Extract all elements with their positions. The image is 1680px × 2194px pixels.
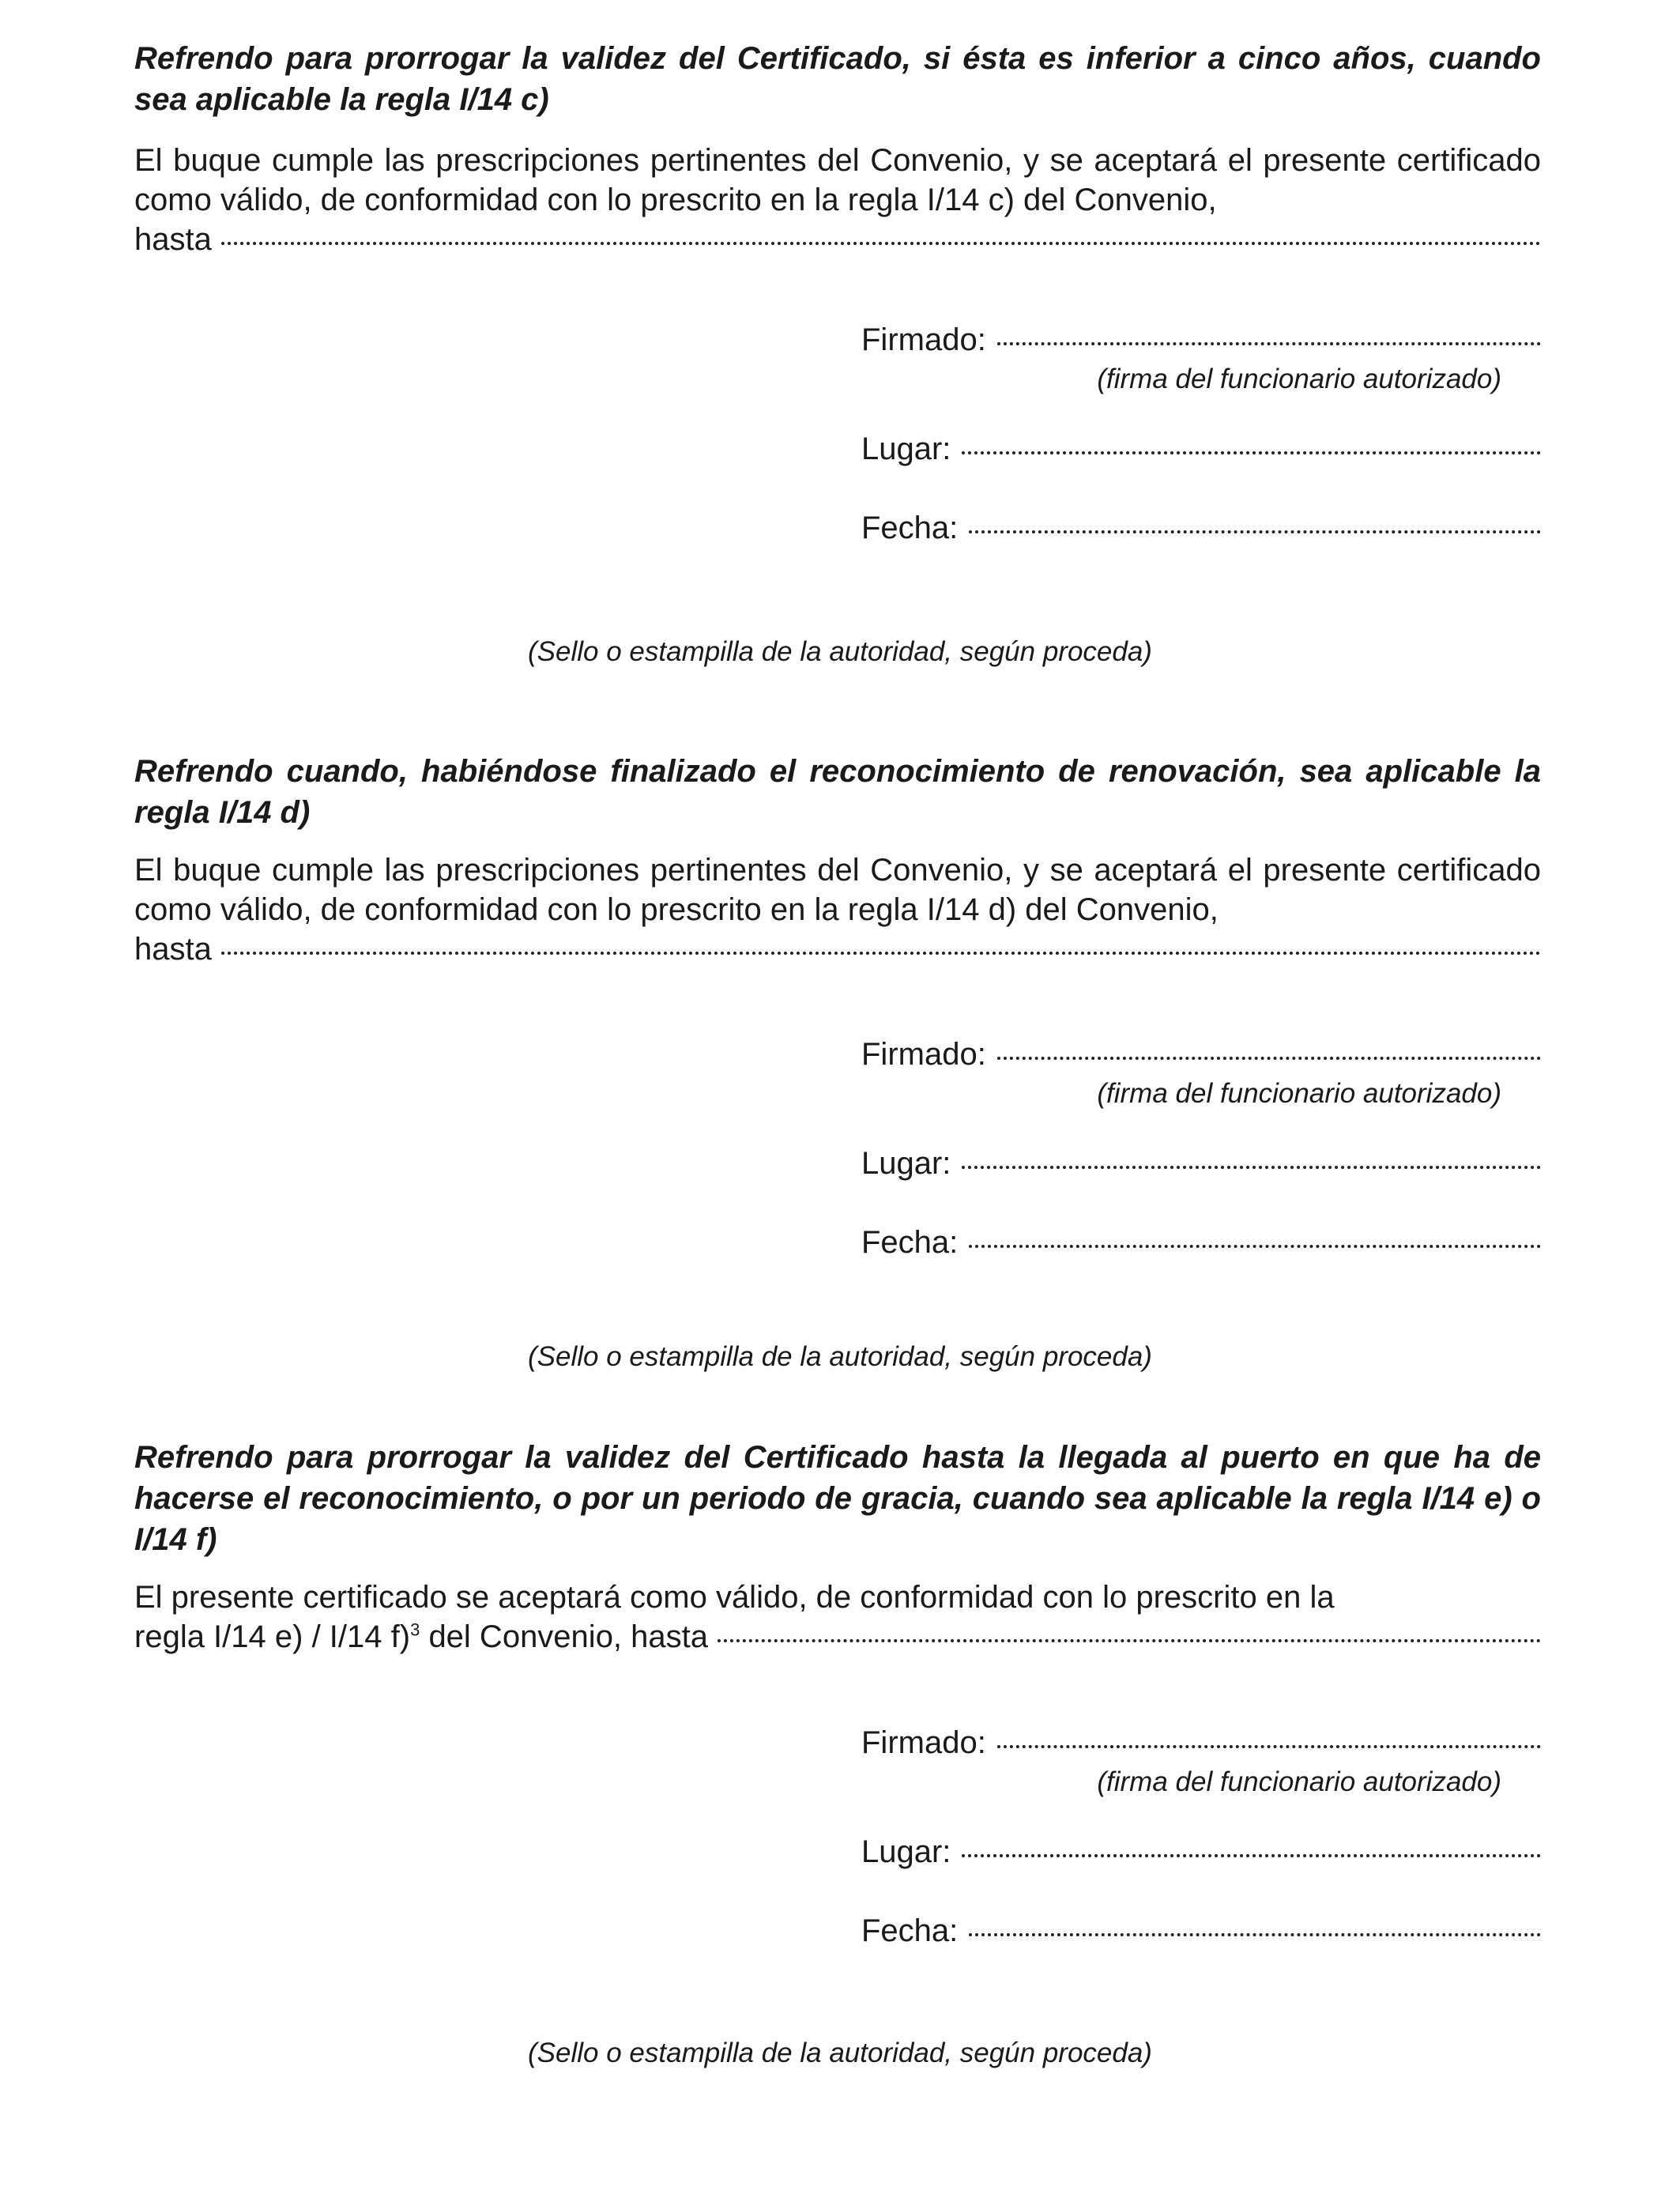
place-label: Lugar: — [861, 1834, 951, 1869]
signature-note: (firma del funcionario autorizado) — [1097, 1078, 1501, 1109]
endorsement-section-3 — [134, 1437, 1541, 1657]
signature-note: (firma del funcionario autorizado) — [1097, 364, 1501, 394]
footnote-ref: 3 — [410, 1619, 420, 1640]
signature-block-3 — [861, 1725, 1541, 1953]
section-heading: Refrendo para prorrogar la validez del Certificado, si ésta es inferior a cinco años, cuando sea aplicable la regla I/14 c) — [134, 41, 1541, 117]
place-row — [861, 1146, 1541, 1186]
date-fill-line[interactable] — [969, 1245, 1541, 1248]
date-label: Fecha: — [861, 1225, 959, 1260]
signed-fill-line[interactable] — [997, 1057, 1541, 1060]
place-row — [861, 1834, 1541, 1874]
section-body — [134, 850, 1541, 929]
until-label: hasta — [134, 932, 212, 967]
section-body-text: El buque cumple las prescripciones pertinentes del Convenio, y se aceptará el presente certificado como válido, de conformidad con lo prescrito en la regla I/14 d) del Convenio, — [134, 853, 1541, 927]
date-label: Fecha: — [861, 511, 959, 545]
seal-note-1: (Sello o estampilla de la autoridad, según proceda) — [528, 636, 1152, 667]
place-fill-line[interactable] — [962, 1166, 1541, 1169]
seal-note-3: (Sello o estampilla de la autoridad, según proceda) — [528, 2038, 1152, 2068]
signature-block-1 — [861, 322, 1541, 550]
until-label: hasta — [134, 222, 212, 257]
date-fill-line[interactable] — [969, 1933, 1541, 1936]
signature-block-2 — [861, 1037, 1541, 1265]
date-fill-line[interactable] — [969, 530, 1541, 533]
seal-note-2: (Sello o estampilla de la autoridad, según proceda) — [528, 1341, 1152, 1372]
place-row — [861, 432, 1541, 471]
signed-row — [861, 1037, 1541, 1076]
until-fill-line[interactable] — [221, 242, 1541, 245]
section-heading: Refrendo cuando, habiéndose finalizado el reconocimiento de renovación, sea aplicable la regla I/14 d) — [134, 754, 1541, 830]
until-line — [134, 220, 1541, 259]
place-label: Lugar: — [861, 1146, 951, 1181]
section-body — [134, 1578, 1541, 1617]
date-row — [861, 1913, 1541, 1953]
rule-reference: regla I/14 e) / I/14 f) — [134, 1619, 411, 1654]
section-body-text: El buque cumple las prescripciones pertinentes del Convenio, y se aceptará el presente certificado como válido, de conformidad con lo prescrito en la regla I/14 c) del Convenio, — [134, 143, 1541, 217]
until-line — [134, 929, 1541, 969]
section-heading: Refrendo para prorrogar la validez del Certificado hasta la llegada al puerto en que ha de hacerse el reconocimiento, o por un periodo de gracia, cuando sea aplicable la regla I/14 e) o I/14 f) — [134, 1440, 1541, 1557]
until-text: del Convenio, hasta — [428, 1619, 709, 1654]
endorsement-section-2 — [134, 751, 1541, 969]
endorsement-section-1 — [134, 38, 1541, 259]
signed-label: Firmado: — [861, 322, 986, 357]
place-fill-line[interactable] — [962, 451, 1541, 454]
until-line — [134, 1617, 1541, 1657]
signed-fill-line[interactable] — [997, 1745, 1541, 1748]
place-label: Lugar: — [861, 432, 951, 466]
section-body — [134, 141, 1541, 220]
section-body-text: El presente certificado se aceptará como válido, de conformidad con lo prescrito en la — [134, 1580, 1335, 1615]
signed-label: Firmado: — [861, 1037, 986, 1072]
date-row — [861, 511, 1541, 550]
date-row — [861, 1225, 1541, 1265]
until-fill-line[interactable] — [718, 1639, 1541, 1642]
place-fill-line[interactable] — [962, 1854, 1541, 1857]
signature-note: (firma del funcionario autorizado) — [1097, 1766, 1501, 1797]
date-label: Fecha: — [861, 1913, 959, 1948]
signed-row — [861, 1725, 1541, 1765]
until-fill-line[interactable] — [221, 952, 1541, 955]
signed-row — [861, 322, 1541, 362]
signed-label: Firmado: — [861, 1725, 986, 1760]
signed-fill-line[interactable] — [997, 342, 1541, 345]
until-label — [134, 1617, 718, 1657]
